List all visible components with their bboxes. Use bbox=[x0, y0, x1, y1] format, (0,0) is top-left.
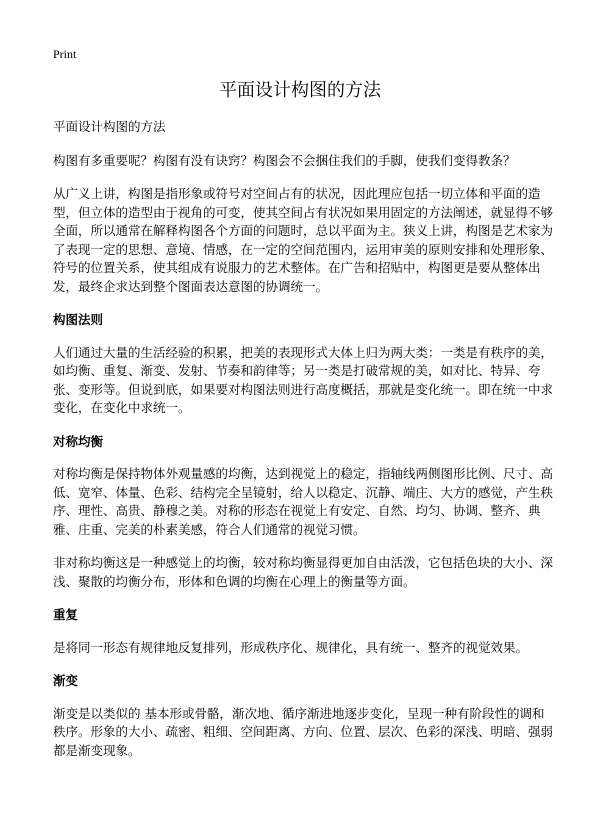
article-subtitle: 平面设计构图的方法 bbox=[53, 119, 166, 134]
asymmetry-balance-paragraph: 非对称均衡这是一种感觉上的均衡，较对称均衡显得更加自由活泼，它包括色块的大小、深浅、聚散的均衡分布，形体和色调的均衡在心理上的衡量等方面。 bbox=[53, 555, 554, 589]
section-heading-composition-rules: 构图法则 bbox=[53, 312, 104, 327]
intro-paragraph: 构图有多重要呢？构图有没有诀窍？构图会不会捆住我们的手脚，使我们变得教条？ bbox=[53, 152, 516, 168]
gradation-paragraph: 渐变是以类似的 基本形或骨骼，渐次地、循序渐进地逐步变化，呈现一种有阶段性的调和秩序。形象的大小、疏密、粗细、空间距离、方向、位置、层次、色彩的深浅、明暗、强弱都是渐变现象。 bbox=[53, 705, 554, 758]
symmetry-balance-paragraph: 对称均衡是保持物体外观量感的均衡，达到视觉上的稳定，指轴线两侧图形比例、尺寸、高低、宽窄、体量、色彩、结构完全呈镜射，给人以稳定、沉静、端庄、大方的感觉，产生秩序、理性、高贵、静穆之美。对称的形态在视觉上有安定、自然、均匀、协调、整齐、典雅、庄重、完美的朴素美感，符合人们通常的视觉习惯。 bbox=[53, 466, 554, 537]
repetition-paragraph: 是将同一形态有规律地反复排列，形成秩序化、规律化，具有统一、整齐的视觉效果。 bbox=[53, 639, 529, 655]
composition-rules-paragraph: 人们通过大量的生活经验的积累，把美的表现形式大体上归为两大类：一类是有秩序的美，如均衡、重复、渐变、发射、节奏和韵律等；另一类是打破常规的美，如对比、特异、夸张、变形等。但说到底，如果要对构图法则进行高度概括，那就是变化统一。即在统一中求变化，在变化中求统一。 bbox=[53, 344, 554, 415]
print-link[interactable]: Print bbox=[53, 47, 77, 61]
section-heading-symmetry-balance: 对称均衡 bbox=[53, 433, 104, 449]
section-heading-repetition: 重复 bbox=[53, 607, 79, 622]
page-title: 平面设计构图的方法 bbox=[219, 80, 381, 101]
article-body bbox=[53, 118, 553, 775]
section-heading-gradation: 渐变 bbox=[53, 673, 79, 688]
definition-paragraph: 从广义上讲，构图是指形象或符号对空间占有的状况，因此理应包括一切立体和平面的造型，但立体的造型由于视角的可变，使其空间占有状况如果用固定的方法阐述，就显得不够全面，所以通常在解释构图各个方面的问题时，总以平面为主。狭义上讲，构图是艺术家为了表现一定的思想、意境、情感，在一定的空间范围内，运用审美的原则安排和处理形象、符号的位置关系，使其组成有说服力的艺术整体。在广告和招贴中，构图更是要从整体出发，最终企求达到整个图面表达意图的协调统一。 bbox=[53, 186, 554, 294]
